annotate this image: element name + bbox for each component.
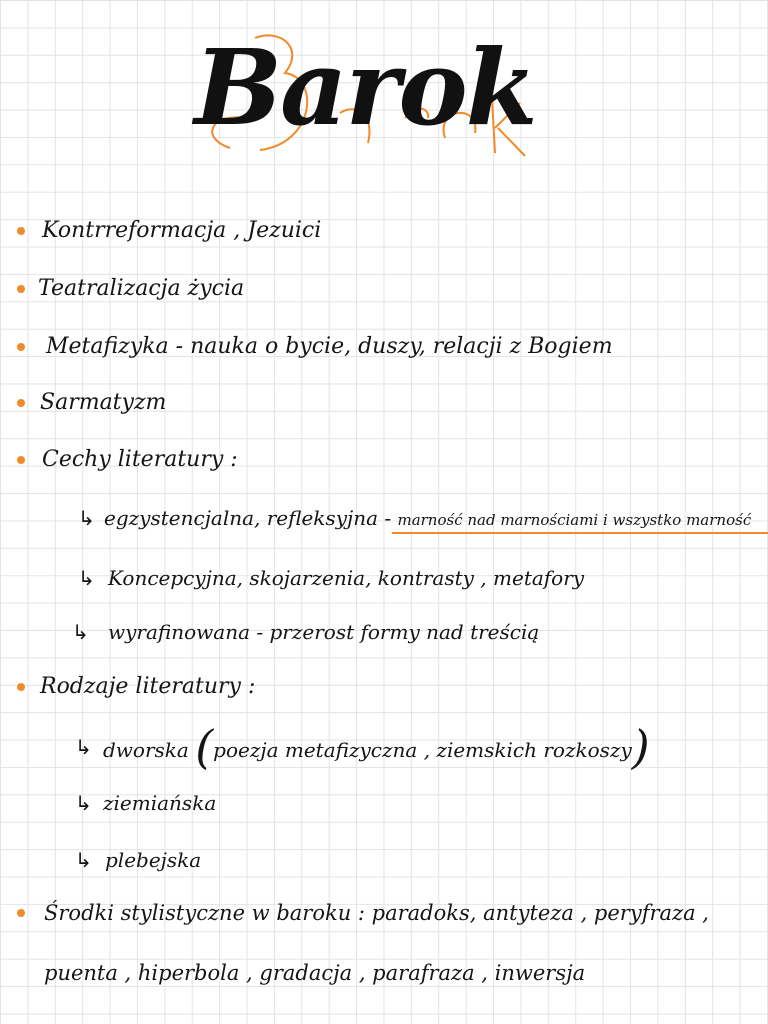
sub-item — [103, 720, 650, 774]
bullet-dot — [17, 399, 25, 407]
bullet-dot — [17, 909, 25, 917]
bullet-dot — [17, 343, 25, 351]
list-item: Teatralizacja życia — [38, 276, 245, 301]
sub-item-label: egzystencjalna, refleksyjna - — [104, 506, 398, 530]
list-item: Sarmatyzm — [40, 390, 167, 415]
sub-item: Koncepcyjna, skojarzenia, kontrasty , metafory — [108, 566, 585, 590]
bullet-dot — [17, 227, 25, 235]
list-item: Kontrreformacja , Jezuici — [42, 218, 322, 243]
sub-item: wyrafinowana - przerost formy nad treścią — [108, 620, 540, 644]
arrow-icon: ↳ — [78, 566, 95, 590]
list-item: Metafizyka - nauka o bycie, duszy, relacji z Bogiem — [46, 334, 613, 359]
arrow-icon: ↳ — [75, 791, 92, 815]
bullet-dot — [17, 683, 25, 691]
list-item: Cechy literatury : — [42, 447, 238, 472]
paren-close: ) — [631, 720, 650, 774]
list-item: Rodzaje literatury : — [40, 674, 256, 699]
sub-item: ziemiańska — [103, 791, 217, 815]
note-underline — [392, 532, 768, 534]
sub-item-note: marność nad marnościami i wszystko marność — [397, 511, 752, 529]
arrow-icon: ↳ — [72, 620, 89, 644]
arrow-icon: ↳ — [75, 735, 92, 759]
sub-item — [104, 503, 751, 535]
sub-item-label: dworska — [103, 738, 189, 762]
title-block — [190, 18, 540, 168]
list-item: Środki stylistyczne w baroku : paradoks, antyteza , peryfraza , — [44, 901, 709, 925]
sub-item: plebejska — [105, 848, 202, 872]
arrow-icon: ↳ — [75, 848, 92, 872]
paren-open: ( — [195, 720, 214, 774]
page-title: Barok — [194, 26, 536, 149]
bullet-dot — [17, 456, 25, 464]
arrow-icon: ↳ — [78, 506, 95, 530]
sub-item-paren-text: poezja metafizyczna , ziemskich rozkoszy — [213, 738, 632, 762]
bullet-dot — [17, 285, 25, 293]
list-item-continuation: puenta , hiperbola , gradacja , parafraza , inwersja — [44, 961, 586, 985]
